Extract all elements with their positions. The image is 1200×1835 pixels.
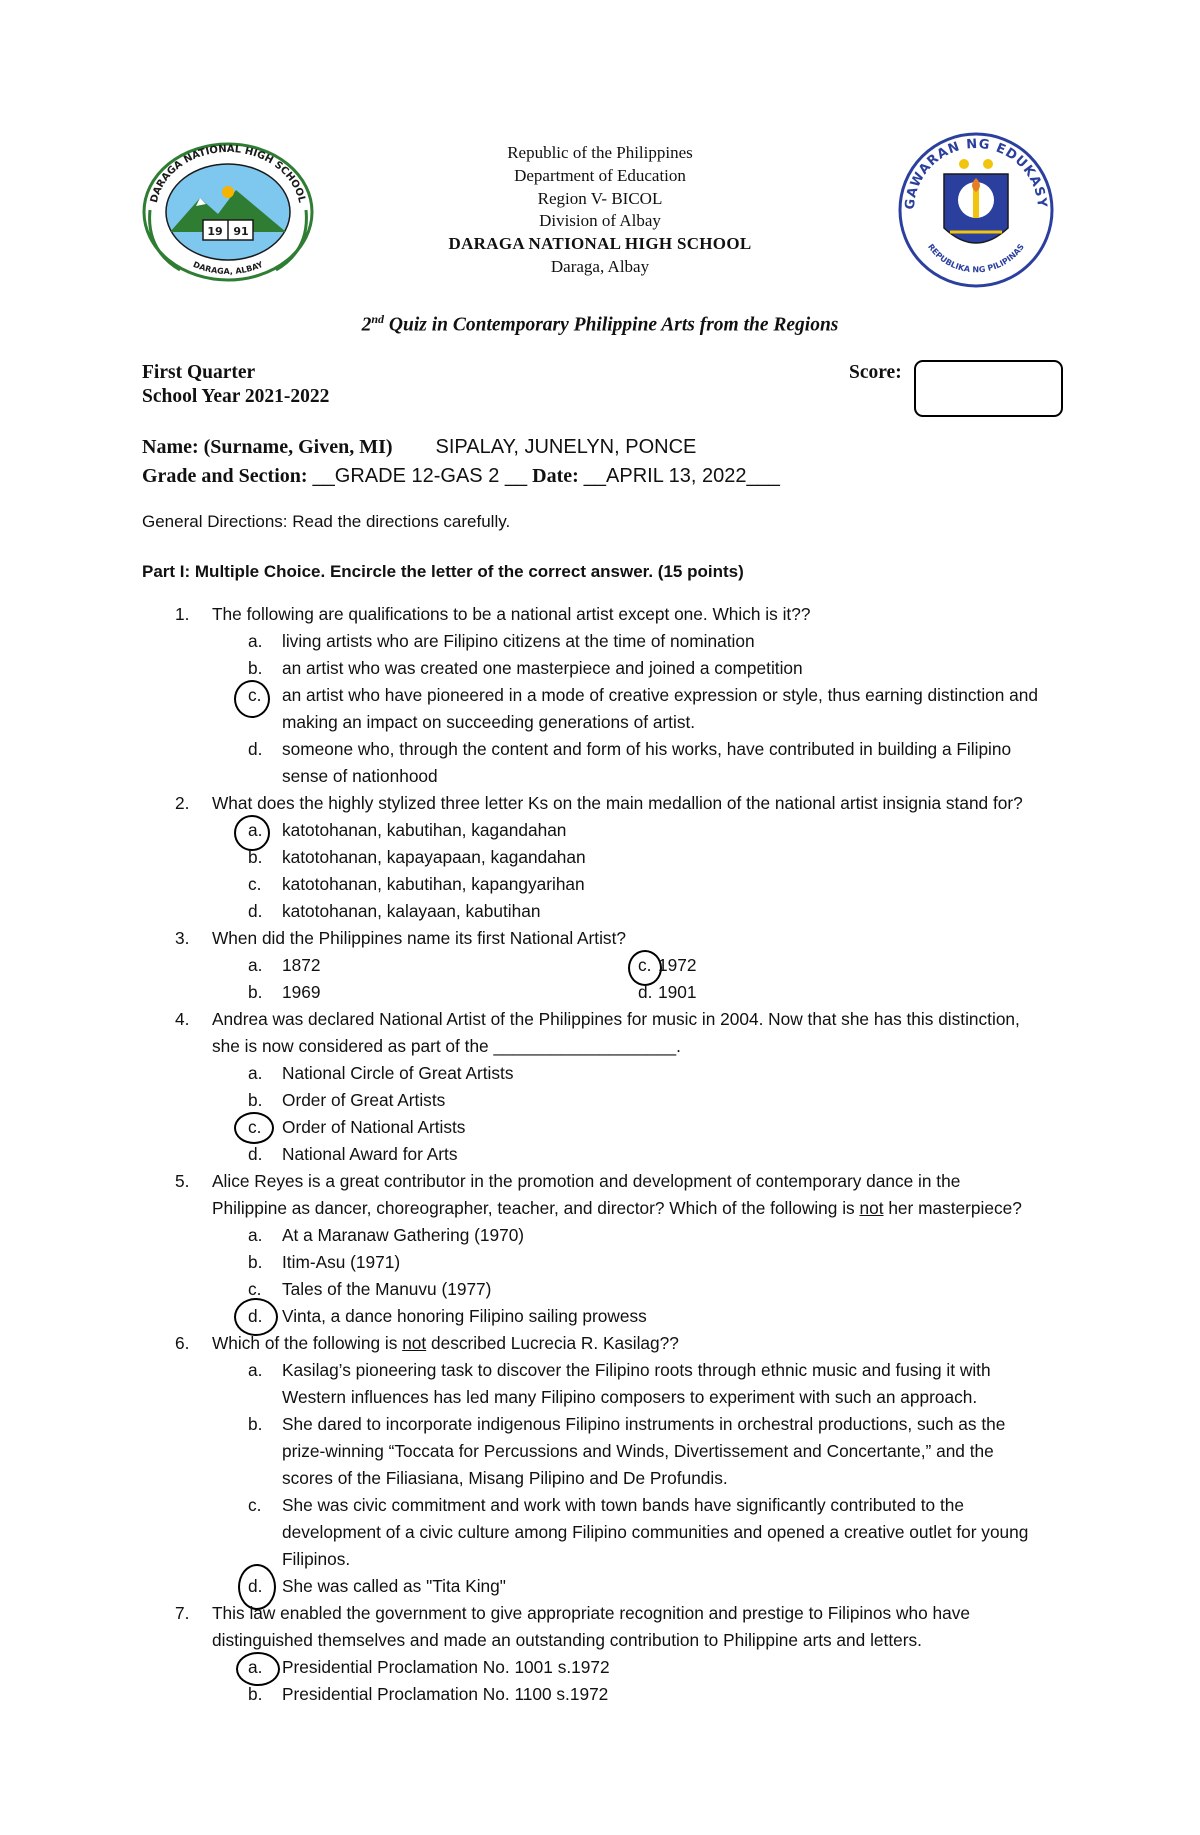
choice-letter-a[interactable]: a. <box>248 631 263 651</box>
letterhead-location: Daraga, Albay <box>550 256 650 276</box>
question-text-not: not <box>859 1198 884 1218</box>
choice-letter-b[interactable]: b. <box>248 1090 263 1110</box>
score-box[interactable] <box>914 360 1063 417</box>
choice-text-d-cont: sense of nationhood <box>282 766 438 786</box>
quiz-title-text: Quiz in Contemporary Philippine Arts from the Regions <box>384 314 839 336</box>
answer-circle <box>234 1112 274 1144</box>
choice-letter-d[interactable]: d. <box>248 739 263 759</box>
choice-text-a: Kasilag’s pioneering task to discover the Filipino roots through ethnic music and fusing it with <box>282 1360 991 1380</box>
name-line <box>142 436 696 459</box>
choice-letter-a[interactable]: a. <box>248 1063 263 1083</box>
question-number: 7. <box>175 1603 190 1623</box>
seal-text-top: GAWARAN NG EDUKASY <box>902 136 1050 211</box>
question-number: 6. <box>175 1333 190 1353</box>
school-year-label: School Year 2021-2022 <box>142 386 330 407</box>
school-logo <box>140 140 316 284</box>
question-number: 2. <box>175 793 190 813</box>
choice-letter-c[interactable]: c. <box>248 874 262 894</box>
choice-text-c: an artist who have pioneered in a mode of creative expression or style, thus earning distinction and <box>282 685 1039 705</box>
choice-text-b-cont: prize-winning “Toccata for Percussions and Winds, Divertissement and Concertante,” and the <box>282 1441 994 1461</box>
score-label: Score: <box>849 362 902 383</box>
choice-text-d: She was called as "Tita King" <box>282 1576 506 1596</box>
choice-letter-d[interactable]: d. <box>248 901 263 921</box>
choice-letter-a[interactable]: a. <box>248 955 263 975</box>
question-text: The following are qualifications to be a national artist except one. Which is it?? <box>212 604 811 624</box>
choice-letter-c[interactable]: c. <box>248 1117 262 1137</box>
choice-letter-c[interactable]: c. <box>638 955 652 975</box>
choice-text-a: At a Maranaw Gathering (1970) <box>282 1225 525 1245</box>
answer-circle <box>234 680 270 718</box>
choice-text-a-cont: Western influences has led many Filipino composers to experiment with such an approach. <box>282 1387 978 1407</box>
choice-text-c: Order of National Artists <box>282 1117 466 1137</box>
quiz-title <box>0 312 1200 337</box>
question-number: 3. <box>175 928 190 948</box>
seal-text-bottom: REPUBLIKA NG PILIPINAS <box>926 242 1026 275</box>
logo-school-name: DARAGA NATIONAL HIGH SCHOOL <box>148 143 308 205</box>
choice-letter-a[interactable]: a. <box>248 1360 263 1380</box>
general-directions: General Directions: Read the directions carefully. <box>142 512 511 531</box>
logo-year-a: 19 <box>207 225 223 238</box>
choice-text-d: National Award for Arts <box>282 1144 458 1164</box>
choice-text-a: 1872 <box>282 955 321 975</box>
choice-letter-a[interactable]: a. <box>248 820 263 840</box>
choice-text-c-cont: development of a civic culture among Filipino communities and opened a creative outlet for young <box>282 1522 1029 1542</box>
question-text <box>212 1333 679 1353</box>
choice-letter-a[interactable]: a. <box>248 1225 263 1245</box>
choice-letter-d[interactable]: d. <box>248 1306 263 1326</box>
question-number: 4. <box>175 1009 190 1029</box>
choice-text-b: Presidential Proclamation No. 1100 s.1972 <box>282 1684 609 1704</box>
choice-letter-b[interactable]: b. <box>248 1252 263 1272</box>
choice-text-c: katotohanan, kabutihan, kapangyarihan <box>282 874 585 894</box>
choice-letter-d[interactable]: d. <box>248 1576 263 1596</box>
choice-text-c: Tales of the Manuvu (1977) <box>282 1279 492 1299</box>
question-text-cont: she is now considered as part of the ___________________. <box>212 1036 681 1056</box>
question-text-post: described Lucrecia R. Kasilag?? <box>426 1333 679 1353</box>
choice-letter-c[interactable]: c. <box>248 685 262 705</box>
choice-text-a: Presidential Proclamation No. 1001 s.1972 <box>282 1657 610 1677</box>
question-text: This law enabled the government to give appropriate recognition and prestige to Filipinos who have <box>212 1603 970 1623</box>
question-text: When did the Philippines name its first National Artist? <box>212 928 626 948</box>
choice-letter-b[interactable]: b. <box>248 1414 263 1434</box>
answer-circle <box>234 1298 278 1336</box>
question-text-cont: distinguished themselves and made an outstanding contribution to Philippine arts and letters. <box>212 1630 922 1650</box>
answer-circle <box>236 1652 280 1686</box>
choice-letter-b[interactable]: b. <box>248 658 263 678</box>
question-text: Andrea was declared National Artist of the Philippines for music in 2004. Now that she has this distinction, <box>212 1009 1020 1029</box>
choice-text-d: katotohanan, kalayaan, kabutihan <box>282 901 541 921</box>
choice-text-c: She was civic commitment and work with town bands have significantly contributed to the <box>282 1495 964 1515</box>
choice-letter-b[interactable]: b. <box>248 1684 263 1704</box>
choice-text-a: katotohanan, kabutihan, kagandahan <box>282 820 567 840</box>
question-text: What does the highly stylized three letter Ks on the main medallion of the national artist insignia stand for? <box>212 793 1023 813</box>
choice-text-b: an artist who was created one masterpiece and joined a competition <box>282 658 803 678</box>
logo-year-b: 91 <box>233 225 249 238</box>
letterhead-department: Department of Education <box>514 165 686 185</box>
choice-letter-a[interactable]: a. <box>248 1657 263 1677</box>
part1-title: Part I: Multiple Choice. Encircle the letter of the correct answer. (15 points) <box>142 562 744 581</box>
name-value[interactable]: SIPALAY, JUNELYN, PONCE <box>435 436 697 458</box>
question-text-pre: Which of the following is <box>212 1333 403 1353</box>
letterhead-division: Division of Albay <box>539 211 661 231</box>
question-text-post: her masterpiece? <box>883 1198 1022 1218</box>
choice-text-d: someone who, through the content and form of his works, have contributed in building a Filipino <box>282 739 1012 759</box>
letterhead-republic: Republic of the Philippines <box>507 143 693 162</box>
choice-text-b: Order of Great Artists <box>282 1090 446 1110</box>
choice-letter-c[interactable]: c. <box>248 1495 262 1515</box>
quiz-ordinal: 2 <box>361 314 372 336</box>
quarter-label: First Quarter <box>142 362 256 383</box>
choice-letter-b[interactable]: b. <box>248 847 263 867</box>
letterhead-school: DARAGA NATIONAL HIGH SCHOOL <box>448 234 752 254</box>
choice-text-b: 1969 <box>282 982 321 1002</box>
choice-text-c-cont: making an impact on succeeding generations of artist. <box>282 712 696 732</box>
choice-text-c-cont2: Filipinos. <box>282 1549 351 1569</box>
grade-label: Grade and Section: <box>142 465 313 487</box>
choice-text-a: living artists who are Filipino citizens at the time of nomination <box>282 631 755 651</box>
choice-letter-d[interactable]: d. <box>248 1144 263 1164</box>
choice-text-a: National Circle of Great Artists <box>282 1063 514 1083</box>
choice-text-b-cont2: scores of the Filiasiana, Misang Pilipino and De Profundis. <box>282 1468 728 1488</box>
date-label: Date: <box>527 465 584 487</box>
question-text-not: not <box>402 1333 427 1353</box>
letterhead-region: Region V- BICOL <box>537 188 663 208</box>
choice-text-b: katotohanan, kapayapaan, kagandahan <box>282 847 586 867</box>
choice-letter-c[interactable]: c. <box>248 1279 262 1299</box>
question-text-cont <box>212 1198 1022 1218</box>
grade-date-line <box>142 465 780 488</box>
answer-circle <box>234 815 270 851</box>
question-text: Alice Reyes is a great contributor in the promotion and development of contemporary dance in the <box>212 1171 961 1191</box>
choice-text-b: Itim-Asu (1971) <box>282 1252 401 1272</box>
letterhead <box>360 142 840 279</box>
choice-text-d: 1901 <box>658 982 697 1002</box>
choice-letter-d[interactable]: d. <box>638 982 653 1002</box>
question-number: 1. <box>175 604 190 624</box>
quiz-ordinal-suffix: nd <box>371 312 385 326</box>
date-value[interactable]: __APRIL 13, 2022___ <box>583 465 780 487</box>
answer-circle <box>628 950 662 986</box>
choice-letter-b[interactable]: b. <box>248 982 263 1002</box>
choice-text-c: 1972 <box>658 955 697 975</box>
logo-school-location: DARAGA, ALBAY <box>191 259 265 277</box>
deped-seal-logo <box>888 130 1064 290</box>
choice-text-d: Vinta, a dance honoring Filipino sailing prowess <box>282 1306 647 1326</box>
name-label: Name: (Surname, Given, MI) <box>142 436 393 458</box>
choice-text-b: She dared to incorporate indigenous Filipino instruments in orchestral productions, such as the <box>282 1414 1006 1434</box>
grade-value[interactable]: __GRADE 12-GAS 2 __ <box>312 465 528 487</box>
question-text-pre: Philippine as dancer, choreographer, teacher, and director? Which of the following is <box>212 1198 860 1218</box>
question-number: 5. <box>175 1171 190 1191</box>
